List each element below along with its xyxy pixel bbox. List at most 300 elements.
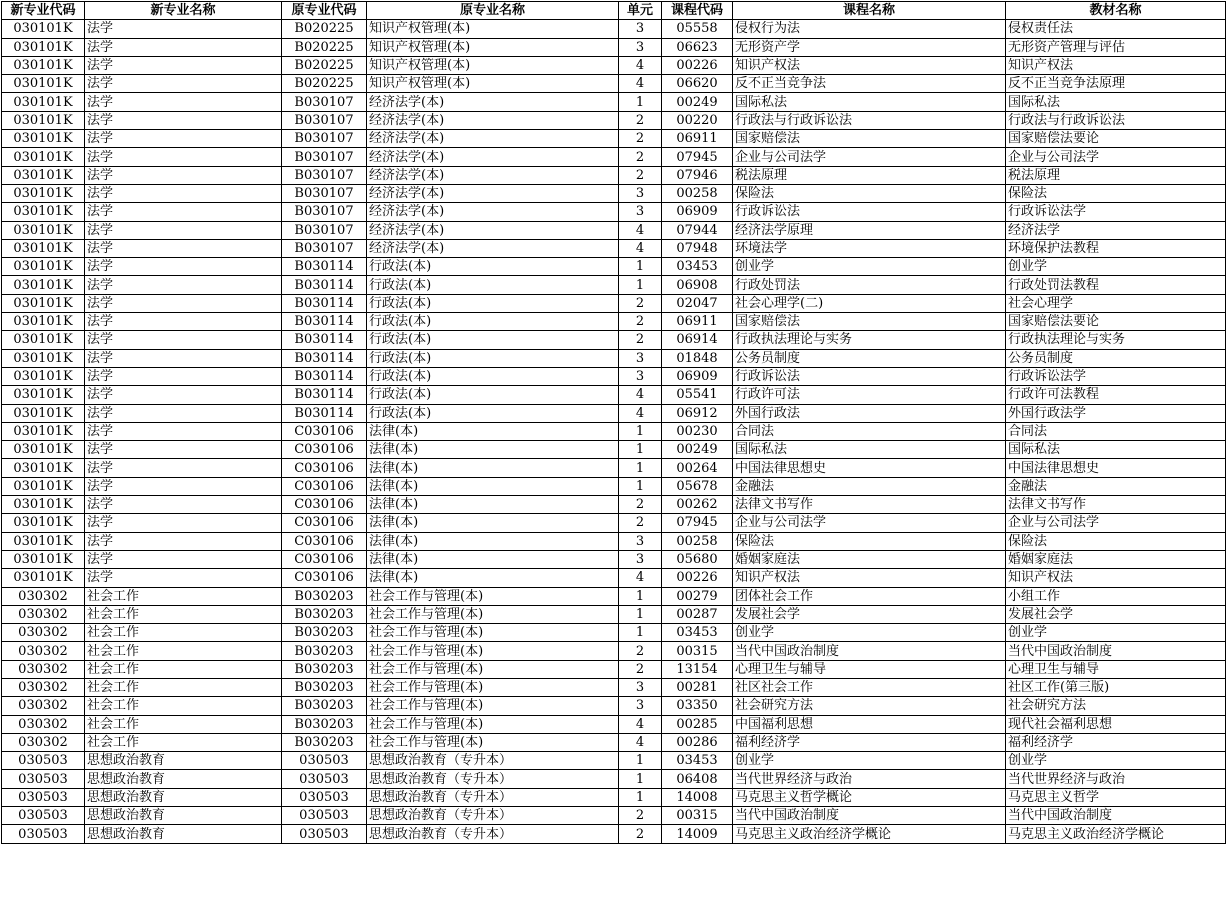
table-row — [2, 678, 1226, 696]
course-table — [1, 1, 1226, 844]
cell-new-major-code: 030101K — [2, 184, 85, 202]
cell-course-name: 社区社会工作 — [733, 678, 1006, 696]
cell-course-name: 反不正当竞争法 — [733, 75, 1006, 93]
cell-course-code: 14009 — [662, 825, 733, 843]
cell-textbook-name: 当代世界经济与政治 — [1006, 770, 1226, 788]
cell-old-major-code: B020225 — [282, 20, 367, 38]
cell-unit: 1 — [619, 624, 662, 642]
table-row — [2, 459, 1226, 477]
cell-new-major-name: 思想政治教育 — [85, 770, 282, 788]
cell-unit: 2 — [619, 111, 662, 129]
cell-course-name: 行政诉讼法 — [733, 367, 1006, 385]
cell-old-major-name: 经济法学(本) — [367, 93, 619, 111]
cell-unit: 1 — [619, 422, 662, 440]
table-row — [2, 697, 1226, 715]
cell-course-code: 03453 — [662, 752, 733, 770]
cell-unit: 2 — [619, 166, 662, 184]
cell-textbook-name: 婚姻家庭法 — [1006, 550, 1226, 568]
cell-course-name: 公务员制度 — [733, 349, 1006, 367]
table-row — [2, 569, 1226, 587]
cell-course-name: 创业学 — [733, 258, 1006, 276]
cell-new-major-code: 030503 — [2, 825, 85, 843]
cell-course-name: 知识产权法 — [733, 56, 1006, 74]
cell-course-code: 07945 — [662, 514, 733, 532]
cell-old-major-name: 法律(本) — [367, 550, 619, 568]
cell-textbook-name: 外国行政法学 — [1006, 404, 1226, 422]
table-row — [2, 75, 1226, 93]
cell-new-major-name: 法学 — [85, 276, 282, 294]
cell-textbook-name: 小组工作 — [1006, 587, 1226, 605]
cell-old-major-code: 030503 — [282, 770, 367, 788]
cell-old-major-code: B030114 — [282, 331, 367, 349]
cell-course-code: 00226 — [662, 569, 733, 587]
cell-old-major-code: 030503 — [282, 825, 367, 843]
cell-unit: 4 — [619, 733, 662, 751]
cell-course-name: 企业与公司法学 — [733, 148, 1006, 166]
cell-new-major-code: 030101K — [2, 148, 85, 166]
cell-unit: 2 — [619, 130, 662, 148]
cell-new-major-name: 社会工作 — [85, 715, 282, 733]
table-row — [2, 422, 1226, 440]
cell-old-major-code: B030107 — [282, 130, 367, 148]
cell-textbook-name: 反不正当竞争法原理 — [1006, 75, 1226, 93]
cell-old-major-name: 思想政治教育（专升本） — [367, 807, 619, 825]
cell-textbook-name: 当代中国政治制度 — [1006, 807, 1226, 825]
cell-unit: 2 — [619, 148, 662, 166]
cell-new-major-name: 法学 — [85, 514, 282, 532]
cell-course-name: 税法原理 — [733, 166, 1006, 184]
cell-unit: 1 — [619, 587, 662, 605]
cell-new-major-code: 030101K — [2, 404, 85, 422]
cell-course-name: 行政法与行政诉讼法 — [733, 111, 1006, 129]
table-row — [2, 203, 1226, 221]
cell-old-major-name: 知识产权管理(本) — [367, 75, 619, 93]
cell-unit: 4 — [619, 56, 662, 74]
cell-new-major-name: 社会工作 — [85, 605, 282, 623]
cell-old-major-name: 社会工作与管理(本) — [367, 605, 619, 623]
cell-course-code: 00286 — [662, 733, 733, 751]
table-row — [2, 184, 1226, 202]
cell-textbook-name: 创业学 — [1006, 752, 1226, 770]
cell-course-code: 06912 — [662, 404, 733, 422]
header-old-major-name: 原专业名称 — [367, 2, 619, 20]
cell-textbook-name: 国家赔偿法要论 — [1006, 313, 1226, 331]
cell-course-name: 福利经济学 — [733, 733, 1006, 751]
cell-course-name: 国际私法 — [733, 441, 1006, 459]
cell-new-major-code: 030101K — [2, 111, 85, 129]
cell-old-major-code: C030106 — [282, 477, 367, 495]
cell-course-name: 保险法 — [733, 184, 1006, 202]
cell-unit: 4 — [619, 715, 662, 733]
cell-new-major-code: 030101K — [2, 294, 85, 312]
cell-course-code: 06911 — [662, 130, 733, 148]
cell-new-major-code: 030101K — [2, 56, 85, 74]
cell-course-code: 00258 — [662, 532, 733, 550]
cell-course-name: 国际私法 — [733, 93, 1006, 111]
cell-old-major-name: 知识产权管理(本) — [367, 20, 619, 38]
cell-old-major-name: 法律(本) — [367, 422, 619, 440]
cell-old-major-name: 知识产权管理(本) — [367, 56, 619, 74]
cell-old-major-name: 社会工作与管理(本) — [367, 697, 619, 715]
cell-new-major-code: 030101K — [2, 569, 85, 587]
cell-course-name: 中国法律思想史 — [733, 459, 1006, 477]
cell-textbook-name: 行政许可法教程 — [1006, 386, 1226, 404]
cell-textbook-name: 企业与公司法学 — [1006, 514, 1226, 532]
cell-new-major-name: 法学 — [85, 331, 282, 349]
cell-new-major-name: 法学 — [85, 56, 282, 74]
table-row — [2, 313, 1226, 331]
cell-new-major-name: 法学 — [85, 496, 282, 514]
cell-textbook-name: 创业学 — [1006, 624, 1226, 642]
cell-course-name: 当代中国政治制度 — [733, 807, 1006, 825]
cell-course-code: 03453 — [662, 624, 733, 642]
table-row — [2, 130, 1226, 148]
header-course-code: 课程代码 — [662, 2, 733, 20]
cell-course-code: 00230 — [662, 422, 733, 440]
cell-new-major-code: 030101K — [2, 532, 85, 550]
cell-new-major-code: 030101K — [2, 203, 85, 221]
cell-unit: 3 — [619, 678, 662, 696]
cell-old-major-name: 思想政治教育（专升本） — [367, 752, 619, 770]
cell-unit: 2 — [619, 331, 662, 349]
table-row — [2, 496, 1226, 514]
table-row — [2, 587, 1226, 605]
cell-unit: 1 — [619, 770, 662, 788]
cell-textbook-name: 金融法 — [1006, 477, 1226, 495]
table-row — [2, 166, 1226, 184]
cell-new-major-code: 030101K — [2, 477, 85, 495]
cell-unit: 1 — [619, 258, 662, 276]
table-row — [2, 294, 1226, 312]
cell-old-major-name: 行政法(本) — [367, 294, 619, 312]
table-row — [2, 660, 1226, 678]
cell-course-name: 合同法 — [733, 422, 1006, 440]
cell-course-code: 06909 — [662, 203, 733, 221]
cell-old-major-code: B030203 — [282, 624, 367, 642]
cell-old-major-name: 经济法学(本) — [367, 221, 619, 239]
cell-course-code: 06911 — [662, 313, 733, 331]
cell-new-major-code: 030302 — [2, 660, 85, 678]
table-row — [2, 221, 1226, 239]
cell-new-major-code: 030101K — [2, 331, 85, 349]
cell-unit: 4 — [619, 569, 662, 587]
cell-textbook-name: 企业与公司法学 — [1006, 148, 1226, 166]
cell-unit: 1 — [619, 276, 662, 294]
cell-new-major-name: 思想政治教育 — [85, 807, 282, 825]
cell-course-name: 外国行政法 — [733, 404, 1006, 422]
cell-course-name: 行政处罚法 — [733, 276, 1006, 294]
cell-unit: 3 — [619, 184, 662, 202]
header-new-major-code: 新专业代码 — [2, 2, 85, 20]
cell-old-major-code: C030106 — [282, 441, 367, 459]
cell-old-major-code: B020225 — [282, 75, 367, 93]
cell-old-major-code: B030114 — [282, 294, 367, 312]
cell-course-code: 03453 — [662, 258, 733, 276]
table-row — [2, 148, 1226, 166]
cell-course-name: 创业学 — [733, 624, 1006, 642]
cell-course-code: 05558 — [662, 20, 733, 38]
cell-old-major-code: C030106 — [282, 550, 367, 568]
cell-course-code: 07945 — [662, 148, 733, 166]
cell-new-major-name: 法学 — [85, 75, 282, 93]
cell-course-code: 00281 — [662, 678, 733, 696]
cell-course-name: 发展社会学 — [733, 605, 1006, 623]
cell-new-major-name: 法学 — [85, 441, 282, 459]
cell-old-major-name: 经济法学(本) — [367, 239, 619, 257]
cell-unit: 3 — [619, 203, 662, 221]
cell-course-name: 知识产权法 — [733, 569, 1006, 587]
cell-course-name: 法律文书写作 — [733, 496, 1006, 514]
cell-course-name: 当代世界经济与政治 — [733, 770, 1006, 788]
cell-new-major-code: 030101K — [2, 258, 85, 276]
table-row — [2, 477, 1226, 495]
table-row — [2, 276, 1226, 294]
table-row — [2, 93, 1226, 111]
cell-unit: 3 — [619, 38, 662, 56]
cell-old-major-name: 社会工作与管理(本) — [367, 678, 619, 696]
cell-textbook-name: 心理卫生与辅导 — [1006, 660, 1226, 678]
cell-unit: 2 — [619, 313, 662, 331]
cell-course-name: 行政许可法 — [733, 386, 1006, 404]
cell-new-major-name: 法学 — [85, 313, 282, 331]
table-body — [2, 20, 1226, 843]
cell-new-major-code: 030101K — [2, 514, 85, 532]
cell-old-major-code: B030107 — [282, 148, 367, 166]
table-row — [2, 733, 1226, 751]
cell-course-code: 06908 — [662, 276, 733, 294]
cell-old-major-name: 行政法(本) — [367, 313, 619, 331]
cell-course-name: 行政诉讼法 — [733, 203, 1006, 221]
cell-old-major-name: 法律(本) — [367, 441, 619, 459]
cell-course-code: 00287 — [662, 605, 733, 623]
cell-course-name: 马克思主义政治经济学概论 — [733, 825, 1006, 843]
header-row — [2, 2, 1226, 20]
cell-textbook-name: 社会心理学 — [1006, 294, 1226, 312]
cell-course-code: 01848 — [662, 349, 733, 367]
cell-old-major-name: 法律(本) — [367, 569, 619, 587]
cell-unit: 4 — [619, 239, 662, 257]
cell-old-major-code: B030203 — [282, 642, 367, 660]
cell-unit: 1 — [619, 93, 662, 111]
cell-old-major-name: 经济法学(本) — [367, 148, 619, 166]
cell-course-name: 环境法学 — [733, 239, 1006, 257]
cell-old-major-code: B030114 — [282, 386, 367, 404]
table-row — [2, 239, 1226, 257]
table-row — [2, 514, 1226, 532]
cell-new-major-code: 030503 — [2, 807, 85, 825]
cell-unit: 2 — [619, 294, 662, 312]
cell-old-major-name: 行政法(本) — [367, 386, 619, 404]
cell-new-major-name: 法学 — [85, 166, 282, 184]
table-row — [2, 38, 1226, 56]
cell-new-major-name: 法学 — [85, 349, 282, 367]
cell-new-major-name: 思想政治教育 — [85, 788, 282, 806]
cell-old-major-code: B030114 — [282, 349, 367, 367]
table-row — [2, 258, 1226, 276]
cell-new-major-name: 社会工作 — [85, 678, 282, 696]
cell-course-code: 00315 — [662, 642, 733, 660]
cell-new-major-code: 030101K — [2, 130, 85, 148]
cell-old-major-name: 法律(本) — [367, 477, 619, 495]
cell-old-major-code: C030106 — [282, 532, 367, 550]
table-row — [2, 788, 1226, 806]
cell-course-name: 婚姻家庭法 — [733, 550, 1006, 568]
cell-old-major-name: 法律(本) — [367, 459, 619, 477]
cell-textbook-name: 经济法学 — [1006, 221, 1226, 239]
cell-old-major-name: 思想政治教育（专升本） — [367, 825, 619, 843]
cell-unit: 2 — [619, 825, 662, 843]
cell-course-name: 社会研究方法 — [733, 697, 1006, 715]
cell-old-major-name: 行政法(本) — [367, 404, 619, 422]
cell-new-major-name: 法学 — [85, 148, 282, 166]
cell-textbook-name: 侵权责任法 — [1006, 20, 1226, 38]
cell-old-major-name: 经济法学(本) — [367, 203, 619, 221]
cell-course-code: 00249 — [662, 441, 733, 459]
cell-old-major-code: B030203 — [282, 605, 367, 623]
cell-old-major-code: C030106 — [282, 569, 367, 587]
cell-course-name: 中国福利思想 — [733, 715, 1006, 733]
cell-old-major-name: 行政法(本) — [367, 349, 619, 367]
cell-course-name: 经济法学原理 — [733, 221, 1006, 239]
cell-course-code: 13154 — [662, 660, 733, 678]
cell-course-code: 14008 — [662, 788, 733, 806]
cell-unit: 4 — [619, 404, 662, 422]
table-row — [2, 752, 1226, 770]
header-course-name: 课程名称 — [733, 2, 1006, 20]
header-old-major-code: 原专业代码 — [282, 2, 367, 20]
cell-old-major-code: B030203 — [282, 678, 367, 696]
cell-old-major-code: B030107 — [282, 93, 367, 111]
cell-old-major-code: C030106 — [282, 514, 367, 532]
table-row — [2, 56, 1226, 74]
table-row — [2, 386, 1226, 404]
cell-textbook-name: 社区工作(第三版) — [1006, 678, 1226, 696]
cell-course-name: 无形资产学 — [733, 38, 1006, 56]
cell-old-major-code: 030503 — [282, 807, 367, 825]
cell-old-major-name: 经济法学(本) — [367, 130, 619, 148]
cell-new-major-name: 法学 — [85, 111, 282, 129]
table-row — [2, 349, 1226, 367]
cell-unit: 4 — [619, 221, 662, 239]
cell-unit: 3 — [619, 349, 662, 367]
cell-new-major-name: 社会工作 — [85, 733, 282, 751]
cell-new-major-code: 030302 — [2, 587, 85, 605]
cell-old-major-code: C030106 — [282, 496, 367, 514]
cell-old-major-name: 行政法(本) — [367, 367, 619, 385]
cell-new-major-code: 030302 — [2, 697, 85, 715]
cell-course-code: 02047 — [662, 294, 733, 312]
cell-textbook-name: 环境保护法教程 — [1006, 239, 1226, 257]
cell-new-major-code: 030302 — [2, 715, 85, 733]
cell-textbook-name: 保险法 — [1006, 184, 1226, 202]
header-unit: 单元 — [619, 2, 662, 20]
cell-new-major-code: 030101K — [2, 20, 85, 38]
cell-course-name: 创业学 — [733, 752, 1006, 770]
cell-new-major-name: 法学 — [85, 38, 282, 56]
table-row — [2, 331, 1226, 349]
table-row — [2, 441, 1226, 459]
cell-course-code: 00315 — [662, 807, 733, 825]
cell-new-major-code: 030302 — [2, 624, 85, 642]
cell-new-major-name: 法学 — [85, 184, 282, 202]
cell-course-code: 00220 — [662, 111, 733, 129]
cell-course-code: 00285 — [662, 715, 733, 733]
cell-course-name: 金融法 — [733, 477, 1006, 495]
table-row — [2, 605, 1226, 623]
cell-new-major-code: 030503 — [2, 770, 85, 788]
cell-course-code: 00226 — [662, 56, 733, 74]
cell-course-code: 05678 — [662, 477, 733, 495]
cell-unit: 1 — [619, 459, 662, 477]
cell-new-major-name: 思想政治教育 — [85, 752, 282, 770]
cell-old-major-code: 030503 — [282, 788, 367, 806]
cell-old-major-code: B030114 — [282, 404, 367, 422]
cell-old-major-name: 行政法(本) — [367, 331, 619, 349]
cell-course-name: 社会心理学(二) — [733, 294, 1006, 312]
cell-course-name: 侵权行为法 — [733, 20, 1006, 38]
cell-new-major-name: 法学 — [85, 532, 282, 550]
table-row — [2, 770, 1226, 788]
cell-old-major-code: B030203 — [282, 715, 367, 733]
cell-old-major-code: B030114 — [282, 313, 367, 331]
cell-new-major-name: 法学 — [85, 93, 282, 111]
cell-unit: 2 — [619, 496, 662, 514]
cell-new-major-name: 社会工作 — [85, 697, 282, 715]
cell-unit: 4 — [619, 386, 662, 404]
cell-old-major-code: B030203 — [282, 697, 367, 715]
cell-old-major-name: 社会工作与管理(本) — [367, 660, 619, 678]
cell-course-code: 05541 — [662, 386, 733, 404]
cell-new-major-name: 法学 — [85, 550, 282, 568]
cell-unit: 1 — [619, 605, 662, 623]
cell-new-major-code: 030101K — [2, 166, 85, 184]
cell-unit: 3 — [619, 550, 662, 568]
cell-textbook-name: 马克思主义哲学 — [1006, 788, 1226, 806]
cell-textbook-name: 国家赔偿法要论 — [1006, 130, 1226, 148]
header-new-major-name: 新专业名称 — [85, 2, 282, 20]
cell-course-code: 05680 — [662, 550, 733, 568]
cell-unit: 1 — [619, 788, 662, 806]
cell-course-code: 00258 — [662, 184, 733, 202]
cell-textbook-name: 国际私法 — [1006, 441, 1226, 459]
cell-course-name: 保险法 — [733, 532, 1006, 550]
cell-new-major-name: 社会工作 — [85, 587, 282, 605]
cell-course-code: 07946 — [662, 166, 733, 184]
cell-unit: 1 — [619, 752, 662, 770]
cell-old-major-code: C030106 — [282, 422, 367, 440]
cell-course-code: 00249 — [662, 93, 733, 111]
cell-old-major-name: 经济法学(本) — [367, 166, 619, 184]
cell-old-major-code: B030107 — [282, 166, 367, 184]
cell-old-major-code: B030203 — [282, 660, 367, 678]
cell-course-code: 06623 — [662, 38, 733, 56]
cell-course-code: 03350 — [662, 697, 733, 715]
cell-course-name: 心理卫生与辅导 — [733, 660, 1006, 678]
cell-textbook-name: 知识产权法 — [1006, 569, 1226, 587]
cell-old-major-code: B030203 — [282, 733, 367, 751]
cell-textbook-name: 发展社会学 — [1006, 605, 1226, 623]
cell-unit: 2 — [619, 514, 662, 532]
cell-new-major-code: 030302 — [2, 605, 85, 623]
cell-new-major-name: 法学 — [85, 203, 282, 221]
cell-new-major-name: 法学 — [85, 130, 282, 148]
cell-old-major-name: 社会工作与管理(本) — [367, 733, 619, 751]
cell-new-major-code: 030503 — [2, 752, 85, 770]
table-row — [2, 642, 1226, 660]
cell-old-major-code: B030107 — [282, 203, 367, 221]
cell-course-name: 马克思主义哲学概论 — [733, 788, 1006, 806]
cell-course-code: 06909 — [662, 367, 733, 385]
